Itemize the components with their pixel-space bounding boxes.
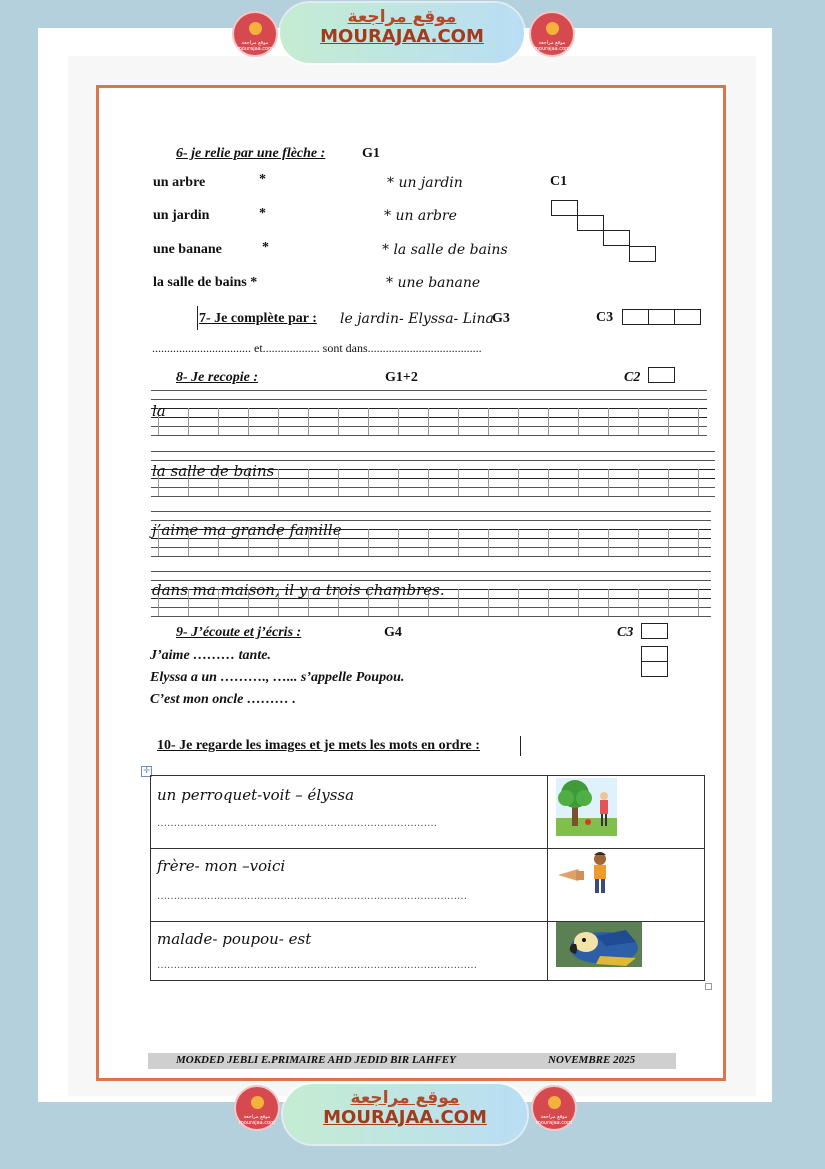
ruled-tick — [608, 529, 609, 556]
word-prompt: frère- mon –voici — [157, 857, 286, 875]
ruled-tick — [578, 529, 579, 556]
score-box[interactable] — [622, 309, 649, 325]
ruled-tick — [548, 408, 549, 435]
ruled-line — [151, 417, 707, 418]
ex6-left-item: la salle de bains * — [153, 275, 258, 290]
ruled-line — [151, 496, 715, 497]
ex7-sentence[interactable]: ................................. et................... sont dans...................................... — [152, 341, 482, 355]
ex6-right-item: * un jardin — [387, 175, 463, 191]
footer-author: MOKDED JEBLI E.PRIMAIRE AHD JEDID BIR LAHFEY — [176, 1054, 456, 1066]
ruled-line — [151, 435, 707, 436]
ruled-tick — [608, 469, 609, 496]
ruled-tick — [308, 408, 309, 435]
answer-line[interactable]: ………………………………………………………………………… — [157, 818, 437, 829]
dictation-line: Elyssa a un ………., …... s’appelle Poupou. — [150, 670, 405, 685]
ruled-tick — [638, 408, 639, 435]
ruled-tick — [248, 408, 249, 435]
footer-date: NOVEMBRE 2025 — [548, 1054, 636, 1066]
word-prompt: un perroquet-voit – élyssa — [157, 786, 355, 804]
ruled-line — [151, 487, 715, 488]
ruled-tick — [488, 589, 489, 616]
dictation-line: J’aime ……… tante. — [150, 648, 271, 663]
ruled-tick — [608, 589, 609, 616]
ruled-line — [151, 616, 711, 617]
ruled-tick — [368, 529, 369, 556]
score-box[interactable] — [648, 309, 675, 325]
ruled-line — [151, 426, 707, 427]
ex6-title: 6- je relie par une flèche : — [176, 146, 326, 161]
table-row — [151, 776, 705, 849]
score-box[interactable] — [629, 246, 656, 262]
site-name: MOURAJAA.COM — [323, 1107, 487, 1128]
ruled-tick — [338, 469, 339, 496]
ruled-tick — [668, 529, 669, 556]
ex6-left-item: un arbre — [153, 175, 206, 190]
answer-line[interactable]: ………………………………………………………………………………… — [157, 891, 467, 902]
ruled-tick — [338, 408, 339, 435]
parrot-image — [556, 922, 642, 967]
ex6-code: G1 — [362, 146, 380, 161]
ex10-title: 10- Je regarde les images et je mets les mots en ordre : — [157, 738, 480, 753]
ruled-tick — [518, 469, 519, 496]
ruled-tick — [668, 469, 669, 496]
model-line: j’aime ma grande famille — [152, 521, 342, 539]
ex6-dot: * — [262, 240, 269, 255]
model-line: la salle de bains — [152, 462, 275, 480]
score-box[interactable] — [551, 200, 578, 216]
ex6-dot: * — [259, 206, 266, 221]
ex8-criteria: C2 — [624, 370, 641, 385]
ruled-tick — [518, 589, 519, 616]
ruled-line — [151, 451, 715, 452]
site-logo-right: موقع مراجعة mourajaa.com — [529, 11, 575, 57]
ex9-code: G4 — [384, 625, 402, 640]
ruled-tick — [278, 408, 279, 435]
ruled-tick — [578, 408, 579, 435]
ruled-tick — [518, 408, 519, 435]
score-box[interactable] — [674, 309, 701, 325]
answer-line[interactable]: …………………………………………………………………………………… — [157, 960, 477, 971]
ex7-title: 7- Je complète par : — [199, 311, 317, 326]
ex8-title: 8- Je recopie : — [176, 370, 259, 385]
ruled-line — [151, 399, 707, 400]
ruled-line — [151, 607, 711, 608]
site-logo-left: موقع مراجعة mourajaa.com — [232, 11, 278, 57]
ex6-right-item: * un arbre — [384, 208, 457, 224]
ruled-tick — [548, 529, 549, 556]
ruled-tick — [698, 408, 699, 435]
ex7-words: le jardin- Elyssa- Lina — [340, 311, 494, 327]
model-line: dans ma maison, il y a trois chambres. — [152, 581, 445, 599]
ex10-table — [150, 775, 705, 981]
ex9-title: 9- J’écoute et j’écris : — [176, 625, 302, 640]
ex6-left-item: un jardin — [153, 208, 210, 223]
ruled-tick — [398, 529, 399, 556]
site-arabic-title: موقع مراجعة — [347, 7, 457, 27]
ruled-tick — [638, 589, 639, 616]
ex6-right-item: * la salle de bains — [382, 242, 508, 258]
ruled-tick — [398, 469, 399, 496]
score-box[interactable] — [648, 367, 675, 383]
score-box[interactable] — [603, 230, 630, 246]
score-box[interactable] — [577, 215, 604, 231]
site-badge-top[interactable] — [280, 3, 524, 63]
ruled-tick — [548, 589, 549, 616]
ex9-criteria: C3 — [617, 625, 634, 640]
ruled-tick — [458, 408, 459, 435]
ruled-line — [151, 556, 711, 557]
ruled-tick — [638, 469, 639, 496]
ex6-right-item: * une banane — [386, 275, 481, 291]
score-box[interactable] — [641, 646, 668, 662]
tree-girl-image — [556, 778, 617, 836]
footer-strip — [148, 1053, 676, 1069]
ruled-tick — [218, 408, 219, 435]
ex6-criteria: C1 — [550, 174, 568, 189]
ruled-tick — [578, 589, 579, 616]
site-arabic-title: موقع مراجعة — [350, 1088, 460, 1108]
table-move-handle-icon[interactable]: ✛ — [141, 766, 152, 777]
table-row — [151, 922, 705, 981]
ruled-tick — [368, 408, 369, 435]
ruled-tick — [488, 529, 489, 556]
ruled-line — [151, 511, 711, 512]
ruled-line — [151, 390, 707, 391]
ruled-tick — [428, 529, 429, 556]
ruled-tick — [308, 469, 309, 496]
ruled-line — [151, 571, 711, 572]
site-name: MOURAJAA.COM — [320, 26, 484, 47]
ex8-code: G1+2 — [385, 370, 418, 385]
ruled-tick — [668, 408, 669, 435]
text-cursor — [520, 736, 521, 756]
table-row — [151, 849, 705, 922]
ruled-tick — [488, 408, 489, 435]
ruled-tick — [698, 529, 699, 556]
ruled-tick — [578, 469, 579, 496]
ruled-tick — [188, 408, 189, 435]
pointing-boy-image — [556, 851, 616, 895]
ruled-tick — [458, 469, 459, 496]
ruled-tick — [548, 469, 549, 496]
ruled-tick — [488, 469, 489, 496]
ruled-tick — [278, 469, 279, 496]
ruled-tick — [398, 408, 399, 435]
site-logo-right: موقع مراجعة mourajaa.com — [531, 1085, 577, 1131]
ruled-tick — [518, 529, 519, 556]
ex6-dot: * — [259, 172, 266, 187]
site-logo-left: موقع مراجعة mourajaa.com — [234, 1085, 280, 1131]
ex7-code: G3 — [492, 311, 510, 326]
score-box[interactable] — [641, 661, 668, 677]
ex7-criteria: C3 — [596, 310, 614, 325]
ruled-tick — [428, 469, 429, 496]
site-badge-bottom[interactable] — [283, 1084, 527, 1144]
ruled-tick — [458, 529, 459, 556]
table-resize-handle-icon[interactable] — [705, 983, 712, 990]
ruled-tick — [698, 469, 699, 496]
ex6-left-item: une banane — [153, 242, 222, 257]
ruled-line — [151, 460, 715, 461]
text-cursor — [197, 306, 198, 330]
ruled-tick — [698, 589, 699, 616]
ruled-tick — [428, 408, 429, 435]
word-prompt: malade- poupou- est — [157, 930, 312, 948]
ruled-line — [151, 408, 707, 409]
ruled-tick — [668, 589, 669, 616]
ruled-tick — [608, 408, 609, 435]
score-box[interactable] — [641, 623, 668, 639]
model-line: la — [152, 402, 166, 420]
dictation-line: C’est mon oncle ……… . — [150, 692, 296, 707]
ruled-line — [151, 547, 711, 548]
ruled-tick — [638, 529, 639, 556]
ruled-tick — [458, 589, 459, 616]
ruled-tick — [368, 469, 369, 496]
